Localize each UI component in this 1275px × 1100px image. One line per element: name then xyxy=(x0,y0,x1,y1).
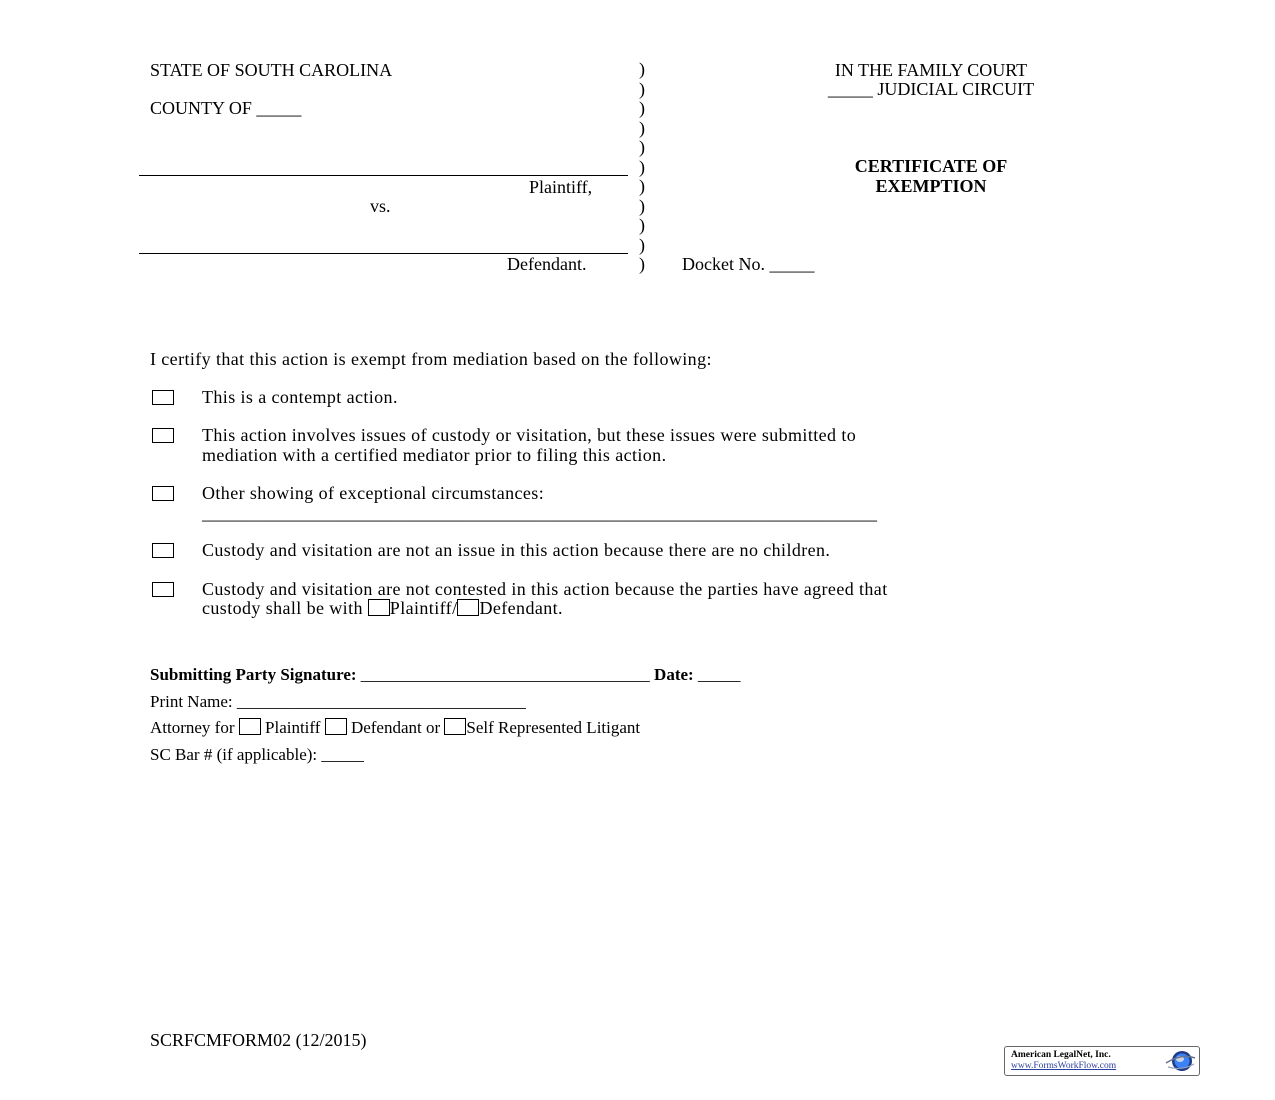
paren: ) xyxy=(639,117,645,138)
attorney-row xyxy=(150,718,640,738)
doc-title-line1: CERTIFICATE OF xyxy=(854,156,1008,176)
circumstances-field[interactable]: ___________________________________________________________________________ xyxy=(202,503,877,523)
option-text: Other showing of exceptional circumstances: xyxy=(202,483,545,503)
custody-plaintiff-checkbox[interactable] xyxy=(368,599,390,616)
paren: ) xyxy=(639,176,645,196)
paren: ) xyxy=(639,78,645,99)
vs-label: vs. xyxy=(370,196,391,216)
form-id: SCRFCMFORM02 (12/2015) xyxy=(150,1030,367,1050)
self-represented-label: Self Represented Litigant xyxy=(466,718,641,737)
option-text: This action involves issues of custody or visitation, but these issues were submitted to xyxy=(202,425,857,445)
county-field[interactable]: COUNTY OF _____ xyxy=(150,98,302,118)
globe-icon xyxy=(1162,1049,1196,1073)
print-name-field[interactable]: Print Name: __________________________________ xyxy=(150,692,526,711)
signature-field[interactable]: __________________________________ xyxy=(360,665,650,684)
custody-agreed-checkbox[interactable] xyxy=(152,582,174,597)
signature-label: Submitting Party Signature: xyxy=(150,665,357,684)
attorney-defendant-checkbox[interactable] xyxy=(325,718,347,735)
option-text: mediation with a certified mediator prior to filing this action. xyxy=(202,445,667,465)
option-text: custody shall be with xyxy=(202,598,368,618)
attorney-plaintiff-checkbox[interactable] xyxy=(239,718,261,735)
docket-number-field[interactable]: Docket No. _____ xyxy=(682,254,815,274)
logo-url-link[interactable]: www.FormsWorkFlow.com xyxy=(1011,1061,1117,1071)
paren: ) xyxy=(639,195,645,216)
custody-plaintiff-label: Plaintiff/ xyxy=(389,598,458,618)
plaintiff-label: Plaintiff, xyxy=(529,177,593,197)
attorney-defendant-label: Defendant or xyxy=(350,718,441,737)
intro-text: I certify that this action is exempt from mediation based on the following: xyxy=(150,349,712,369)
custody-line xyxy=(202,598,563,618)
paren: ) xyxy=(639,156,645,177)
signature-row xyxy=(150,665,740,685)
paren: ) xyxy=(639,137,645,157)
paren: ) xyxy=(639,254,645,274)
sc-bar-field[interactable]: SC Bar # (if applicable): _____ xyxy=(150,745,364,764)
custody-defendant-checkbox[interactable] xyxy=(457,599,479,616)
court-name: IN THE FAMILY COURT xyxy=(834,60,1028,80)
date-field[interactable]: _____ xyxy=(697,665,741,684)
defendant-label: Defendant. xyxy=(507,254,587,274)
plaintiff-name-line[interactable] xyxy=(139,175,628,176)
attorney-plaintiff-label: Plaintiff xyxy=(265,718,321,737)
option-text: This is a contempt action. xyxy=(202,387,398,407)
attorney-for-label: Attorney for xyxy=(150,718,235,737)
date-label: Date: xyxy=(654,665,694,684)
custody-defendant-label: Defendant. xyxy=(479,598,563,618)
exceptional-circumstances-checkbox[interactable] xyxy=(152,486,174,501)
paren: ) xyxy=(639,215,645,235)
judicial-circuit-field[interactable]: _____ JUDICIAL CIRCUIT xyxy=(827,79,1035,99)
option-text: Custody and visitation are not an issue in this action because there are no children. xyxy=(202,540,831,560)
doc-title-line2: EXEMPTION xyxy=(875,176,987,196)
prior-mediation-checkbox[interactable] xyxy=(152,428,174,443)
self-represented-checkbox[interactable] xyxy=(444,718,466,735)
legalnet-logo[interactable] xyxy=(1004,1046,1200,1076)
paren: ) xyxy=(639,234,645,255)
paren: ) xyxy=(639,59,645,79)
logo-company: American LegalNet, Inc. xyxy=(1011,1050,1111,1060)
contempt-checkbox[interactable] xyxy=(152,390,174,405)
paren: ) xyxy=(639,98,645,118)
state-label: STATE OF SOUTH CAROLINA xyxy=(150,60,393,80)
option-text: Custody and visitation are not contested in this action because the parties have agreed that xyxy=(202,579,888,599)
no-children-checkbox[interactable] xyxy=(152,543,174,558)
